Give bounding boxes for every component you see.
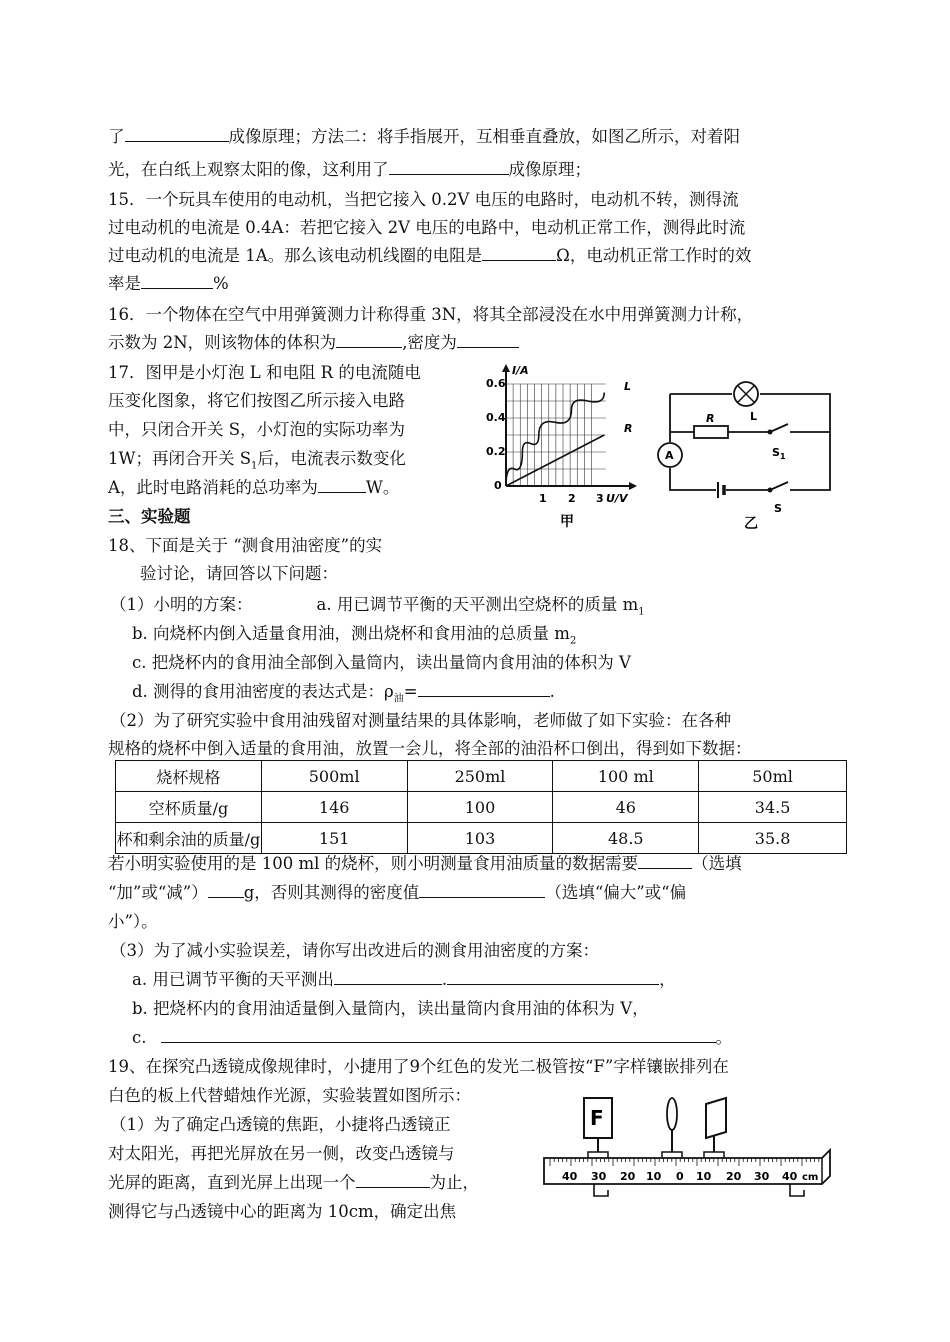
q17-line3: 中，只闭合开关 S，小灯泡的实际功率为 [108,420,406,439]
q17-line1: 17．图甲是小灯泡 L 和电阻 R 的电流随电 [108,363,421,382]
q15-line1: 15．一个玩具车使用的电动机，当把它接入 0.2V 电压的电路时，电动机不转，测得流 [108,190,739,209]
q19-1-line4: 测得它与凸透镜中心的距离为 10cm，确定出焦 [108,1202,457,1221]
q19-1-line1: （1）为了确定凸透镜的焦距，小捷将凸透镜正 [110,1115,451,1134]
blank[interactable] [457,331,519,348]
ruler-label: 40 [782,1170,798,1183]
ruler-label: 20 [726,1170,742,1183]
q19-line1: 19、在探究凸透镜成像规律时，小捷用了9个红色的发光二极管按“F”字样镶嵌排列在 [108,1057,729,1076]
q15-line4: 率是 % [108,274,229,293]
table-cell: 146 [261,792,407,823]
q18-2-line1: （2）为了研究实验中食用油残留对测量结果的具体影响，老师做了如下实验：在各种 [110,711,731,730]
ruler-label: 40 [562,1170,578,1183]
ruler-label: 10 [696,1170,712,1183]
f-plate-label: F [590,1106,604,1130]
q18-3-line3: 小”）。 [108,912,158,931]
x-tick-label: 1 [539,492,547,505]
y-tick-label: 0.2 [486,445,506,458]
table-cell: 烧杯规格 [116,761,262,792]
table-cell: 杯和剩余油的质量/g [116,823,262,854]
q17-line5: A，此时电路消耗的总功率为 W。 [108,478,400,497]
q18-4c-line: c. 。 [132,1028,732,1047]
blank[interactable] [389,158,509,175]
figure-yi-circuit [650,364,840,534]
q18-1d-line: d. 测得的食用油密度的表达式是：$\rho_油=$ . [132,682,555,705]
table-cell: 151 [261,823,407,854]
blank[interactable] [482,244,556,261]
lamp-label: L [750,410,758,423]
table-cell: 34.5 [699,792,847,823]
table-cell: 103 [407,823,553,854]
ruler-label: 10 [646,1170,662,1183]
bench-foot [594,1184,608,1196]
table-row [116,761,847,792]
figure-optical-bench [538,1092,838,1212]
line-resistor-R [506,435,604,486]
blank[interactable] [447,968,659,985]
table-cell: 500ml [261,761,407,792]
blank[interactable] [208,881,244,898]
blank[interactable] [125,125,229,142]
table-cell: 空杯质量/g [116,792,262,823]
switch-s1-icon [770,424,788,432]
q19-1-line2: 对太阳光，再把光屏放在另一侧，改变凸透镜与 [108,1144,455,1163]
q18-4b-line: b. 把烧杯内的食用油适量倒入量筒内，读出量筒内食用油的体积为 V， [132,999,649,1018]
x-tick-label: 2 [568,492,576,505]
curve-label-L: L [624,380,632,393]
figure-caption-jia: 甲 [560,514,574,530]
q14-line1: 了 成像原理；方法二：将手指展开，互相垂直叠放，如图乙所示，对着阳 [108,127,740,146]
table-cell: 100 [407,792,553,823]
table-row [116,823,847,854]
x-axis-label: U/V [606,492,628,505]
ruler-unit: cm [802,1172,819,1183]
q19-1-line3: 光屏的距离，直到光屏上出现一个 为止， [108,1173,479,1192]
bench-foot [790,1184,804,1196]
blank[interactable] [141,272,213,289]
resistor-label: R [706,412,715,425]
q18-2-line2: 规格的烧杯中倒入适量的食用油，放置一会儿，将全部的油沿杯口倒出，得到如下数据： [108,739,752,758]
switch-s-icon [770,482,788,490]
switch-s1-label: $S_1$ [772,446,786,461]
q16-line2: 示数为 2N，则该物体的体积为 ,密度为 [108,331,519,355]
graph-grid [506,384,606,486]
light-screen [706,1098,726,1138]
x-axis-arrow [629,482,637,490]
q18-3-line1: 若小明实验使用的是 100 ml 的烧杯，则小明测量食用油质量的数据需要 （选填 [108,854,742,873]
q14-line2: 光，在白纸上观察太阳的像，这利用了 成像原理； [108,160,591,179]
blank[interactable] [418,680,550,697]
q19-line2: 白色的板上代替蜡烛作光源，实验装置如图所示： [108,1086,471,1105]
convex-lens-icon [667,1098,677,1130]
q18-4a-line: a. 用已调节平衡的天平测出 . ， [132,970,676,989]
y-tick-label: 0.6 [486,377,506,390]
x-tick-label: 3 [596,492,604,505]
blank[interactable] [161,1026,716,1043]
blank[interactable] [318,476,366,493]
table-cell: 250ml [407,761,553,792]
resistor-icon [694,426,728,438]
q18-3-line2: “加”或“减”） g，否则其测得的密度值 （选填“偏大”或“偏 [108,883,687,902]
table-cell: 35.8 [699,823,847,854]
switch-s-label: S [774,502,782,515]
figure-jia-graph [478,362,644,530]
blank[interactable] [356,1171,430,1188]
q18-1c-line: c. 把烧杯内的食用油全部倒入量筒内，读出量筒内食用油的体积为 V [132,653,631,672]
section-three-title: 三、实验题 [108,507,191,526]
q18-line2: 验讨论，请回答以下问题： [140,564,338,583]
q18-1b-line: b. 向烧杯内倒入适量食用油，测出烧杯和食用油的总质量 $m_2$ [132,624,577,647]
blank[interactable] [419,881,545,898]
blank[interactable] [336,331,402,348]
y-axis-arrow [502,364,510,372]
q17-line4: 1W；再闭合开关 $S_1$后，电流表示数变化 [108,449,406,472]
ruler-label: 30 [754,1170,770,1183]
ruler-label: 0 [676,1170,684,1183]
table-cell: 48.5 [553,823,699,854]
y-tick-label: 0.4 [486,411,506,424]
q17-line2: 压变化图象，将它们按图乙所示接入电路 [108,391,405,410]
ruler-label: 20 [620,1170,636,1183]
table-cell: 100 ml [553,761,699,792]
blank[interactable] [638,852,692,869]
q15-line3: 过电动机的电流是 1A。那么该电动机线圈的电阻是 Ω，电动机正常工作时的效 [108,246,752,265]
oil-residue-table [115,760,847,854]
ruler-label: 30 [591,1170,607,1183]
figure-caption-yi: 乙 [744,516,758,532]
table-cell: 46 [553,792,699,823]
q18-1-line: （1）小明的方案： a. 用已调节平衡的天平测出空烧杯的质量 $m_1$ [110,595,645,618]
curve-lamp-L [506,393,604,487]
q15-line2: 过电动机的电流是 0.4A：若把它接入 2V 电压的电路中，电动机正常工作，测得此时流 [108,218,746,237]
q18-line1: 18、下面是关于 “测食用油密度”的实 [108,536,383,555]
table-cell: 50ml [699,761,847,792]
curve-label-R: R [624,422,633,435]
ammeter-label: A [665,449,674,462]
blank[interactable] [334,968,442,985]
q18-4-line: （3）为了减小实验误差，请你写出改进后的测食用油密度的方案： [110,941,599,960]
circuit-wire [670,394,830,490]
y-axis-label: I/A [512,364,529,377]
origin-label: 0 [494,479,502,492]
q16-line1: 16．一个物体在空气中用弹簧测力计称得重 3N，将其全部浸没在水中用弹簧测力计称， [108,305,754,324]
table-row [116,792,847,823]
